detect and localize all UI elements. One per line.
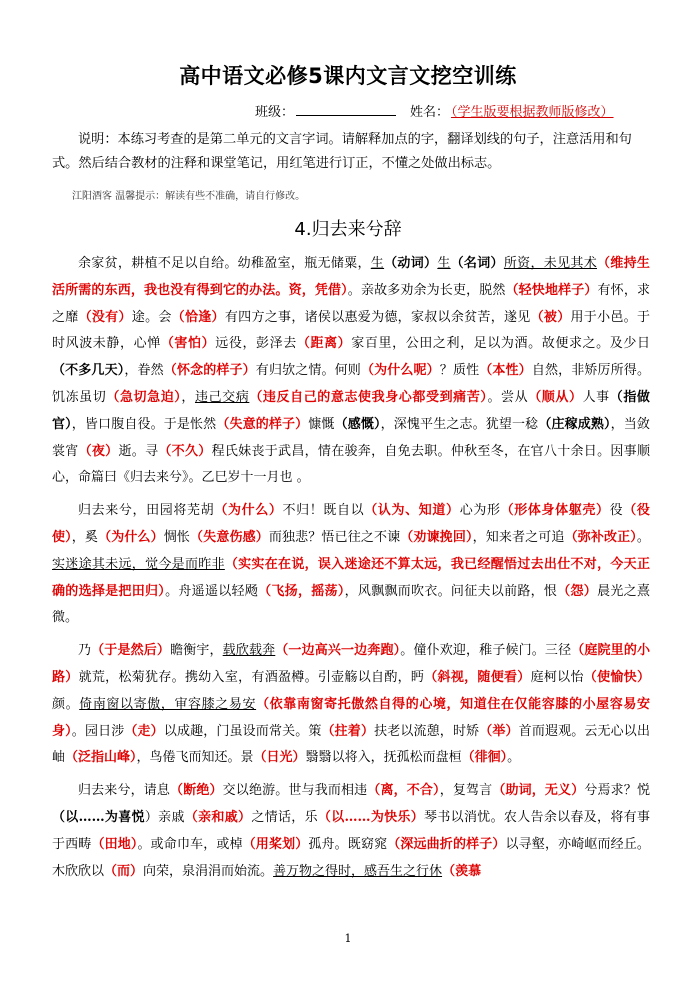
annotation: （一边高兴一边奔跑） (275, 643, 401, 659)
annotation: （夜） (78, 443, 119, 459)
text-run: 。僮仆欢迎，稚子候门。三径 (400, 643, 572, 659)
annotation: （泛指山峰） (65, 750, 137, 766)
annotation: （庭院里的小路） (52, 643, 650, 685)
name-label: 姓名： (410, 105, 450, 120)
annotation: （以……为喜悦 (52, 809, 145, 825)
annotation: （为什么呢） (360, 363, 440, 379)
text-run: 。 (507, 750, 521, 766)
text-run: 途。会 (131, 309, 172, 325)
text-run: 翳翳以将入，抚孤松而盘桓 (305, 750, 462, 766)
paragraph-4 (52, 778, 650, 885)
annotation: （而） (104, 863, 144, 879)
name-note: （学生版要根据教师版修改） (451, 105, 614, 120)
text-run: 归去来兮，请息 (78, 783, 171, 799)
annotation: （弥补改正） (564, 529, 637, 545)
annotation: （本性） (479, 363, 532, 379)
text-run: 扶老以流憩，时矫 (374, 723, 480, 739)
document-title: 高中语文必修5课内文言文挖空训练 (179, 64, 517, 88)
annotation: （拄着） (321, 723, 375, 739)
annotation: （羡慕 (442, 863, 482, 879)
annotation: （役使） (52, 503, 650, 545)
annotation: （亲和戚） (184, 809, 252, 825)
annotation: （失意的样子） (216, 416, 309, 432)
student-info-line (255, 101, 614, 120)
lesson-title: 4.归去来兮辞 (294, 219, 402, 240)
underlined-sentence: 倚南窗以寄傲，审容膝之易安 (79, 696, 257, 712)
annotation: （举） (479, 723, 519, 739)
annotation: （依靠南窗寄托傲然自得的心境，知道住在仅能容膝的小屋容易安身） (52, 696, 650, 739)
annotation: （斜视，随便看） (424, 669, 531, 685)
text-run: ？质性 (439, 363, 480, 379)
text-run: 瞻衡宇， (170, 643, 223, 659)
class-label: 班级： (255, 105, 295, 120)
annotation: （为什么） (98, 529, 164, 545)
annotation: （庄稼成熟） (538, 416, 611, 432)
text-run: 自然，非矫厉所得。饥冻虽切 (52, 363, 650, 405)
text-run: 。亲故多劝余为长吏，脱然 (347, 282, 506, 298)
text-run: 颜。 (52, 696, 80, 712)
underlined-sentence: 载欣载奔 (222, 643, 276, 659)
text-run: ，皆口腹自役。于是怅然 (71, 416, 217, 432)
text-run: 家百里，公田之利，足以为酒。故便求之。及少日 (351, 336, 650, 352)
text-run: 首而遐观。云无心以出岫 (52, 723, 650, 766)
annotation: （以……为快乐） (317, 809, 425, 825)
text-run: 乃 (78, 643, 92, 659)
annotation: （日光） (253, 750, 306, 766)
text-run: 以寻壑，亦崎岖而经丘。木欣欣以 (52, 836, 650, 879)
text-run: 余家贫，耕植不足以自给。幼稚盈室，瓶无储粟， (78, 256, 371, 271)
text-run: ，眷然 (124, 363, 164, 379)
annotation: （轻快地样子） (505, 282, 598, 298)
underlined-text: 所资，未见其术 (503, 256, 598, 271)
annotation: （急切急迫） (106, 389, 182, 405)
text-run: 程氏妹丧于武昌，情在骏奔，自免去职。仲秋至冬，在官八十余日。因事顺心，命篇曰《归去来兮》。乙巳岁十一月也 。 (52, 443, 650, 486)
annotation: （指做官） (52, 389, 650, 432)
annotation: （失意伤感） (190, 529, 269, 545)
annotation: （怀念的样子） (163, 363, 256, 379)
text-run: 用于小邑。于时风波未静，心惮 (52, 309, 650, 352)
text-run: ， (181, 389, 195, 405)
annotation: （离，不合） (367, 783, 440, 799)
text-run: 有归欤之情。何则 (255, 363, 361, 379)
annotation: （认为、知道） (364, 503, 460, 519)
text-run: ，复驾言 (439, 783, 493, 799)
text-run: 逝。寻 (118, 443, 159, 459)
text-run: 交以绝游。世与我而相违 (222, 783, 368, 799)
text-run: 以成趣，门虽设而常关。策 (163, 723, 322, 739)
annotation: （于是然后） (91, 643, 171, 659)
text-run: 归去来兮，田园将芜胡 (78, 503, 215, 519)
text-run: 有四方之事，诸侯以惠爱为德，家叔以余贫苦，遂见 (224, 309, 531, 325)
text-run: 孤舟。既窈窕 (308, 836, 388, 852)
class-blank[interactable] (296, 103, 396, 116)
annotation: （维持生活所需的东西，我也没有得到它的办法。资，凭借） (52, 256, 650, 298)
annotation: （没有） (78, 309, 132, 325)
annotation: （不多几天） (52, 363, 125, 379)
text-run: 人事 (582, 389, 610, 405)
text-run: 向荣，泉涓涓而始流。 (143, 863, 274, 879)
paragraph-3 (52, 638, 650, 772)
text-run: 。园日涉 (71, 723, 125, 739)
annotation: （用桨划） (242, 836, 309, 852)
text-run: 。 (636, 529, 650, 545)
annotation: （飞扬，摇荡） (258, 583, 345, 599)
text-run: 而独悲？悟已往之不谏 (268, 529, 401, 545)
text-run: 之情话，乐 (251, 809, 318, 825)
text-run: ，深愧平生之志。犹望一稔 (380, 416, 539, 432)
annotation: （徘徊） (461, 750, 508, 766)
underlined-text: 生 (370, 256, 385, 271)
text-run: 不归！既自以 (282, 503, 365, 519)
underlined-text: 生 (437, 256, 451, 271)
annotation: （名词） (450, 256, 504, 271)
annotation: （害怕） (160, 336, 216, 352)
text-run: 晨光之熹微。 (52, 583, 650, 626)
annotation: （实实在在说，误入迷途还不算太远，我已经醒悟过去出仕不对，今天正确的选择是把田归） (52, 556, 650, 599)
annotation: （不久） (158, 443, 212, 459)
annotation: （顺从） (528, 389, 583, 405)
annotation: （使愉快） (583, 669, 650, 685)
annotation: （劝谏挽回） (400, 529, 473, 545)
text-run: ，当敛裳宵 (52, 416, 650, 459)
annotation: （深远曲折的样子） (387, 836, 506, 852)
text-run: 慷慨 (308, 416, 335, 432)
text-run: ，鸟倦飞而知还。景 (136, 750, 254, 766)
annotation: （动词） (384, 256, 438, 271)
text-run: 。或命巾车，或棹 (137, 836, 243, 852)
text-run: 惆怅 (163, 529, 191, 545)
tip-note: 江阳酒客 温馨提示：解读有些不准确，请自行修改。 (72, 191, 306, 202)
annotation: （违反自己的意志使我身心都受到痛苦） (249, 389, 488, 405)
annotation: （距离） (296, 336, 352, 352)
text-run: ）亲戚 (144, 809, 185, 825)
text-run: 役 (609, 503, 624, 519)
lesson-text (52, 251, 650, 891)
text-run: ，知来者之可追 (472, 529, 565, 545)
text-run: 琴书以消忧。农人告余以春及，将有事于西畴 (52, 809, 650, 852)
text-run: 。尝从 (487, 389, 529, 405)
annotation: （田地） (91, 836, 138, 852)
annotation: （走） (124, 723, 164, 739)
annotation: （怨） (557, 583, 598, 599)
text-run: ，风飘飘而吹衣。问征夫以前路，恨 (344, 583, 558, 599)
paragraph-preface (52, 251, 650, 492)
underlined-sentence: 违己交病 (194, 389, 250, 405)
annotation: （断绝） (170, 783, 223, 799)
text-run: 兮焉求？悦 (584, 783, 650, 799)
text-run: 有怀，求之靡 (52, 282, 650, 325)
underlined-sentence: 善万物之得时，感吾生之行休 (273, 863, 443, 879)
paragraph-2 (52, 498, 650, 632)
annotation: （助词，无义） (492, 783, 585, 799)
text-run: 庭柯以怡 (530, 669, 584, 685)
text-run: 。舟遥遥以轻飏 (165, 583, 259, 599)
annotation: （被） (530, 309, 571, 325)
text-run: 远役，彭泽去 (215, 336, 297, 352)
text-run: ，奚 (71, 529, 99, 545)
annotation: （为什么） (214, 503, 283, 519)
annotation: （形体身体躯壳） (500, 503, 610, 519)
annotation: （恰逢） (171, 309, 225, 325)
page-number: 1 (344, 932, 352, 945)
text-run: 就荒，松菊犹存。携幼入室，有酒盈樽。引壶觞以自酌，眄 (78, 669, 425, 685)
text-run: 心为形 (459, 503, 501, 519)
annotation: （感慨） (334, 416, 381, 432)
underlined-sentence: 实迷途其未远，觉今是而昨非 (52, 556, 225, 572)
instructions: 说明：本练习考查的是第二单元的文言字词。请解释加点的字，翻译划线的句子，注意活用和句式。然后结合教材的注释和课堂笔记，用红笔进行订正，不懂之处做出标志。 (52, 132, 632, 171)
